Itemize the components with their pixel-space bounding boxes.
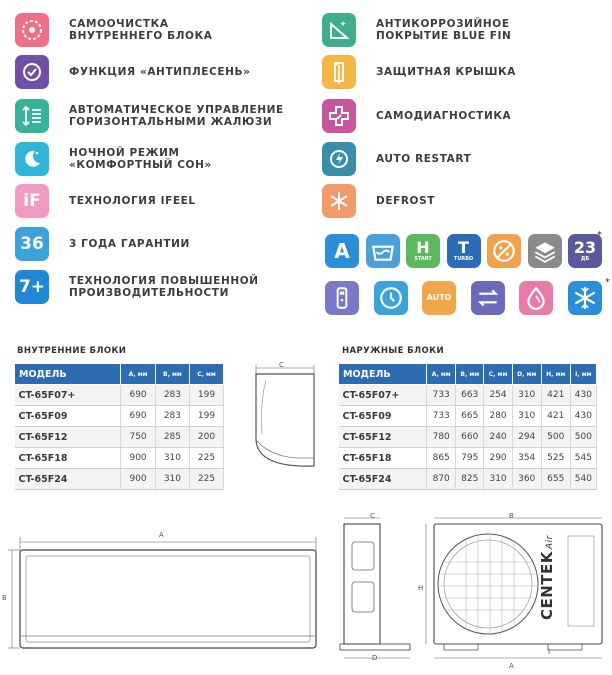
footnote-star: * — [597, 230, 602, 241]
column-header: B, мм — [456, 364, 484, 385]
outdoor-front-drawing — [418, 512, 608, 674]
column-header: H, мм — [541, 364, 570, 385]
table-row — [15, 385, 224, 406]
self-diagnostics-icon — [322, 99, 356, 133]
model-cell: CT-65F18 — [339, 448, 427, 469]
dim-label-b-outdoor: B — [509, 512, 514, 520]
dimension-cell: 525 — [541, 448, 570, 469]
brand-logo: CENTEKAir — [538, 535, 556, 620]
dimension-cell: 421 — [541, 385, 570, 406]
table-header-row — [339, 364, 597, 385]
feature-item — [322, 13, 511, 47]
indoor-front-drawing — [6, 532, 326, 667]
dimension-cell: 430 — [570, 406, 596, 427]
outdoor-table-title: НАРУЖНЫЕ БЛОКИ — [342, 346, 444, 356]
table-row — [339, 427, 597, 448]
wash-icon — [366, 234, 400, 268]
indoor-table-title: ВНУТРЕННИЕ БЛОКИ — [17, 346, 127, 356]
dimension-cell: 310 — [484, 469, 512, 490]
dimension-cell: 225 — [190, 469, 224, 490]
column-header: МОДЕЛЬ — [339, 364, 427, 385]
dim-label-i: I — [548, 648, 551, 656]
column-header: I, мм — [570, 364, 596, 385]
dimension-cell: 225 — [190, 448, 224, 469]
dimension-cell: 665 — [456, 406, 484, 427]
dimension-cell: 310 — [155, 469, 189, 490]
column-header: C, мм — [484, 364, 512, 385]
feature-item — [322, 55, 516, 89]
footnote-star: * — [605, 277, 610, 288]
feature-label: AUTO RESTART — [376, 153, 472, 165]
column-header: D, мм — [512, 364, 541, 385]
noise-level-icon: 23 ДБ — [568, 234, 602, 268]
model-cell: CT-65F12 — [339, 427, 427, 448]
protective-cover-icon — [322, 55, 356, 89]
dimension-cell: 285 — [155, 427, 189, 448]
dim-label-c: C — [279, 361, 284, 369]
model-cell: CT-65F12 — [15, 427, 121, 448]
feature-label: ЗАЩИТНАЯ КРЫШКА — [376, 66, 516, 78]
table-row — [15, 448, 224, 469]
model-cell: CT-65F24 — [15, 469, 121, 490]
table-row — [15, 427, 224, 448]
dimension-cell: 360 — [512, 469, 541, 490]
auto-restart-icon — [322, 142, 356, 176]
table-row — [15, 406, 224, 427]
dimension-cell: 199 — [190, 406, 224, 427]
table-header-row — [15, 364, 224, 385]
dimension-cell: 290 — [484, 448, 512, 469]
feature-item — [15, 227, 190, 261]
table-row — [339, 385, 597, 406]
dimension-cell: 500 — [570, 427, 596, 448]
dimension-cell: 500 — [541, 427, 570, 448]
dimension-cell: 900 — [121, 469, 156, 490]
dimension-cell: 200 — [190, 427, 224, 448]
defrost-icon — [322, 184, 356, 218]
feature-label: 3 ГОДА ГАРАНТИИ — [69, 238, 190, 250]
feature-item — [322, 99, 511, 133]
column-header: B, мм — [155, 364, 189, 385]
snowflake-icon — [568, 281, 602, 315]
dimension-cell: 870 — [427, 469, 456, 490]
no-pollen-icon — [487, 234, 521, 268]
model-cell: CT-65F24 — [339, 469, 427, 490]
performance-icon: 7+ — [15, 270, 49, 304]
feature-label: НОЧНОЙ РЕЖИМ «КОМФОРТНЫЙ СОН» — [69, 147, 212, 171]
dim-label-a: A — [159, 531, 164, 539]
dimension-cell: 294 — [512, 427, 541, 448]
dimension-cell: 780 — [427, 427, 456, 448]
dimension-cell: 900 — [121, 448, 156, 469]
humidity-drop-icon — [519, 281, 553, 315]
feature-label: АНТИКОРРОЗИЙНОЕ ПОКРЫТИЕ BLUE FIN — [376, 18, 512, 42]
anti-mold-icon — [15, 55, 49, 89]
feature-label: ТЕХНОЛОГИЯ IFEEL — [69, 195, 196, 207]
dimension-cell: 663 — [456, 385, 484, 406]
table-row — [339, 406, 597, 427]
feature-item — [15, 184, 196, 218]
dimension-cell: 690 — [121, 385, 156, 406]
feature-item — [15, 270, 259, 304]
dimension-cell: 254 — [484, 385, 512, 406]
dimension-cell: 655 — [541, 469, 570, 490]
column-header: МОДЕЛЬ — [15, 364, 121, 385]
table-row — [339, 448, 597, 469]
column-header: A, мм — [427, 364, 456, 385]
dimension-cell: 310 — [512, 385, 541, 406]
model-cell: CT-65F07+ — [339, 385, 427, 406]
model-cell: CT-65F09 — [339, 406, 427, 427]
feature-item — [15, 99, 284, 133]
dimension-cell: 545 — [570, 448, 596, 469]
feature-label: ФУНКЦИЯ «АНТИПЛЕСЕНЬ» — [69, 66, 251, 78]
dimension-cell: 199 — [190, 385, 224, 406]
column-header: A, мм — [121, 364, 156, 385]
indoor-spec-table — [14, 363, 224, 490]
feature-item — [15, 55, 251, 89]
night-mode-icon — [15, 142, 49, 176]
model-cell: CT-65F18 — [15, 448, 121, 469]
feature-label: САМОДИАГНОСТИКА — [376, 110, 512, 122]
self-clean-icon — [15, 13, 49, 47]
dimension-cell: 540 — [570, 469, 596, 490]
louver-icon — [15, 99, 49, 133]
anticorrosion-icon — [322, 13, 356, 47]
dimension-cell: 310 — [512, 406, 541, 427]
timer-icon — [374, 281, 408, 315]
dimension-cell: 865 — [427, 448, 456, 469]
dimension-cell: 280 — [484, 406, 512, 427]
feature-label: АВТОМАТИЧЕСКОЕ УПРАВЛЕНИЕ ГОРИЗОНТАЛЬНЫМИ ЖАЛЮЗИ — [69, 104, 284, 128]
dim-label-b: B — [2, 594, 7, 602]
outdoor-side-drawing — [336, 512, 418, 672]
outdoor-spec-table — [338, 363, 597, 490]
dimension-cell: 430 — [570, 385, 596, 406]
swap-arrows-icon — [471, 281, 505, 315]
table-row — [339, 469, 597, 490]
dimension-cell: 240 — [484, 427, 512, 448]
dimension-cell: 283 — [155, 385, 189, 406]
dimension-cell: 354 — [512, 448, 541, 469]
table-row — [15, 469, 224, 490]
feature-item — [15, 142, 212, 176]
dimension-cell: 690 — [121, 406, 156, 427]
dimension-cell: 733 — [427, 385, 456, 406]
feature-item — [322, 184, 435, 218]
feature-label: САМООЧИСТКА ВНУТРЕННЕГО БЛОКА — [69, 18, 213, 42]
dimension-cell: 283 — [155, 406, 189, 427]
dimension-cell: 750 — [121, 427, 156, 448]
dimension-cell: 795 — [456, 448, 484, 469]
ifeel-icon: iF — [15, 184, 49, 218]
dim-label-c-outdoor: C — [370, 512, 375, 520]
dim-label-a-outdoor: A — [509, 662, 514, 670]
energy-class-icon: A — [325, 234, 359, 268]
dimension-cell: 310 — [155, 448, 189, 469]
dim-label-h: H — [418, 584, 424, 592]
dim-label-d: D — [372, 654, 378, 662]
indoor-side-drawing — [246, 362, 326, 480]
model-cell: CT-65F09 — [15, 406, 121, 427]
column-header: C, мм — [190, 364, 224, 385]
turbo-icon: T TURBO — [447, 234, 481, 268]
remote-control-icon — [325, 281, 359, 315]
feature-item — [15, 13, 213, 47]
model-cell: CT-65F07+ — [15, 385, 121, 406]
dimension-cell: 660 — [456, 427, 484, 448]
filter-layers-icon — [528, 234, 562, 268]
dimension-cell: 825 — [456, 469, 484, 490]
h-start-icon: H START — [406, 234, 440, 268]
auto-mode-icon: AUTO — [422, 281, 456, 315]
feature-item — [322, 142, 471, 176]
dimension-cell: 733 — [427, 406, 456, 427]
warranty-icon: 36 — [15, 227, 49, 261]
dimension-cell: 421 — [541, 406, 570, 427]
feature-label: DEFROST — [376, 195, 435, 207]
feature-label: ТЕХНОЛОГИЯ ПОВЫШЕННОЙ ПРОИЗВОДИТЕЛЬНОСТИ — [69, 275, 259, 299]
